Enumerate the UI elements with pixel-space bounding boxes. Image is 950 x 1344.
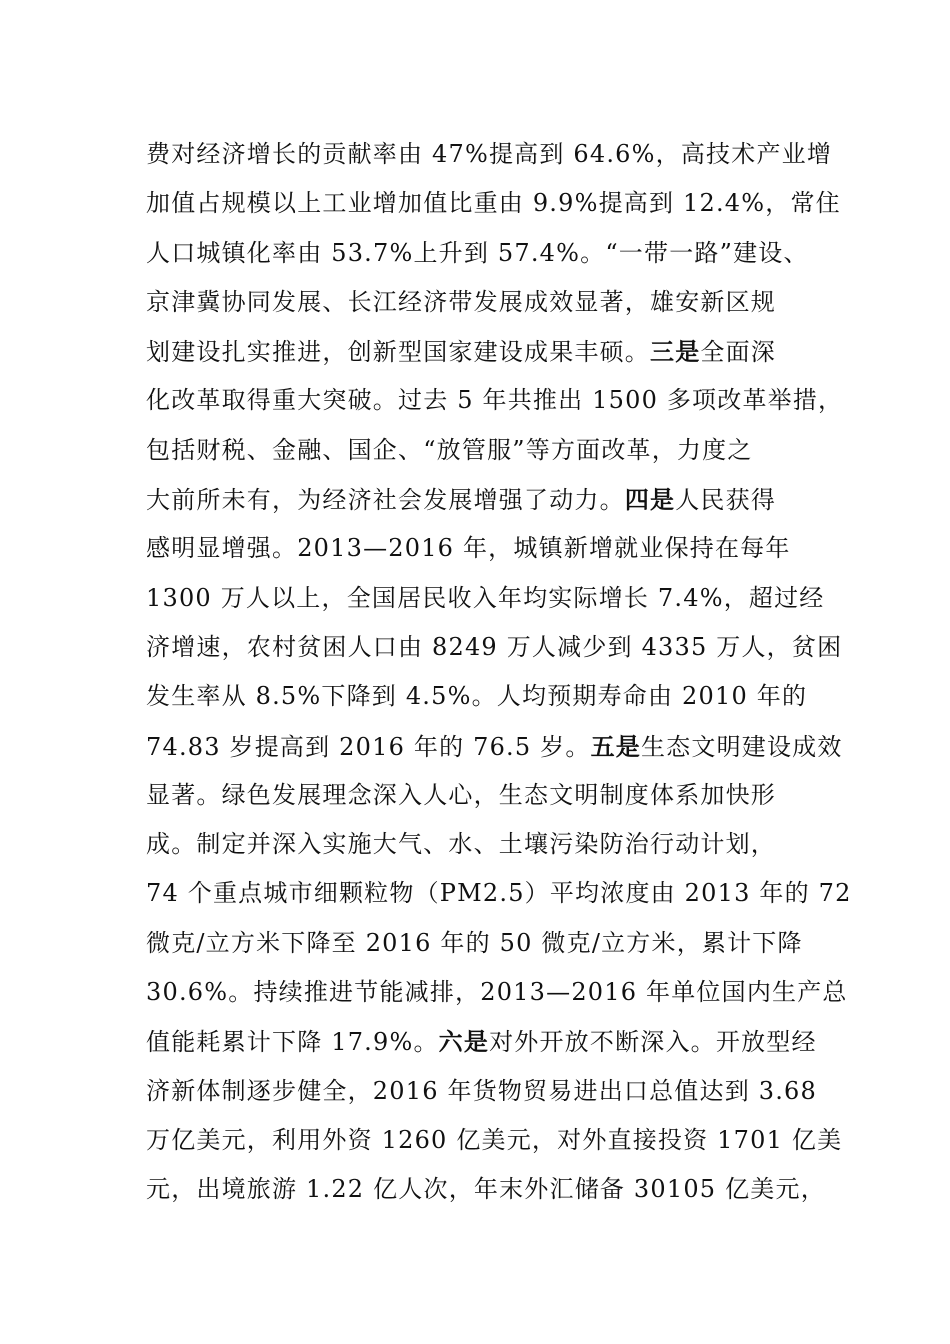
text-line-22: 元，出境旅游 1.22 亿人次，年末外汇储备 30105 亿美元，: [146, 1175, 826, 1204]
text-line-5: 划建设扎实推进，创新型国家建设成果丰硕。三是全面深: [146, 337, 777, 367]
point-five-label: 五是: [590, 731, 641, 761]
text-line-11: 济增速，农村贫困人口由 8249 万人减少到 4335 万人，贫困: [146, 632, 843, 661]
text-line-13: 74.83 岁提高到 2016 年的 76.5 岁。五是生态文明建设成效: [146, 731, 843, 761]
body-text: [146, 130, 852, 1215]
text-line-1: 费对经济增长的贡献率由 47%提高到 64.6%，高技术产业增: [146, 140, 833, 168]
text-line-7: 包括财税、金融、国企、“放管服”等方面改革，力度之: [146, 435, 753, 464]
text-line-3: 人口城镇化率由 53.7%上升到 57.4%。“一带一路”建设、: [146, 238, 809, 267]
text-line-2: 加值占规模以上工业增加值比重由 9.9%提高到 12.4%，常住: [146, 189, 841, 218]
text-line-16: 74 个重点城市细颗粒物（PM2.5）平均浓度由 2013 年的 72: [146, 879, 852, 908]
text-line-19: 值能耗累计下降 17.9%。六是对外开放不断深入。开放型经: [146, 1027, 817, 1057]
text-line-14: 显著。绿色发展理念深入人心，生态文明制度体系加快形: [146, 780, 776, 809]
point-six-label: 六是: [438, 1027, 490, 1057]
text-line-21: 万亿美元，利用外资 1260 亿美元，对外直接投资 1701 亿美: [146, 1125, 843, 1154]
text-line-12: 发生率从 8.5%下降到 4.5%。人均预期寿命由 2010 年的: [146, 682, 808, 711]
text-line-6: 化改革取得重大突破。过去 5 年共推出 1500 多项改革举措，: [146, 386, 844, 415]
text-line-9: 感明显增强。2013—2016 年，城镇新增就业保持在每年: [146, 534, 791, 563]
text-line-17: 微克/立方米下降至 2016 年的 50 微克/立方米，累计下降: [146, 928, 803, 957]
text-line-10: 1300 万人以上，全国居民收入年均实际增长 7.4%，超过经: [146, 583, 825, 612]
text-line-4: 京津冀协同发展、长江经济带发展成效显著，雄安新区规: [146, 287, 776, 316]
point-four-label: 四是: [624, 485, 676, 515]
text-line-18: 30.6%。持续推进节能减排，2013—2016 年单位国内生产总: [146, 978, 848, 1007]
text-line-20: 济新体制逐步健全，2016 年货物贸易进出口总值达到 3.68: [146, 1076, 817, 1105]
text-line-8: 大前所未有，为经济社会发展增强了动力。四是人民获得: [146, 485, 777, 515]
point-three-label: 三是: [650, 337, 701, 367]
text-line-15: 成。制定并深入实施大气、水、土壤污染防治行动计划，: [146, 830, 776, 859]
